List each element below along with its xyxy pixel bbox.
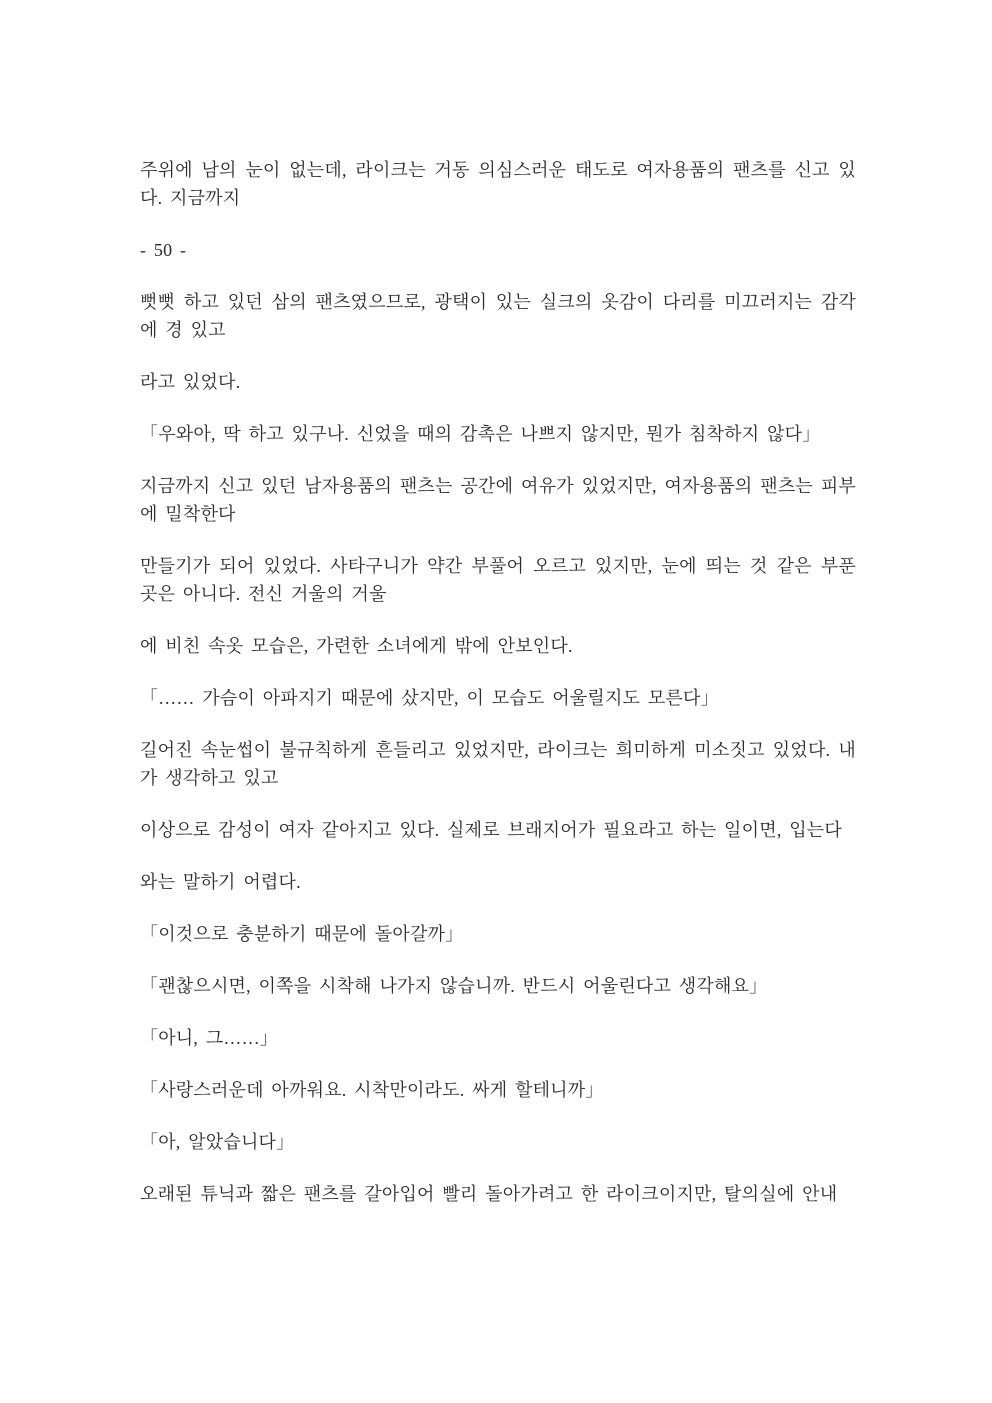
- dialogue-paragraph: 「아니, 그……」: [140, 1028, 278, 1048]
- narration-paragraph: 라고 있었다.: [140, 372, 241, 392]
- dialogue-paragraph: 「아, 알았습니다」: [140, 1132, 295, 1152]
- narration-paragraph: 에 비친 속옷 모습은, 가련한 소녀에게 밖에 안보인다.: [140, 636, 573, 656]
- dialogue-paragraph: 「괜찮으시면, 이쪽을 시착해 나가지 않습니까. 반드시 어울린다고 생각해요」: [140, 976, 768, 996]
- narration-paragraph: 뻣뻣 하고 있던 삼의 팬츠였으므로, 광택이 있는 실크의 옷감이 다리를 미끄러지는 감각에 경 있고: [140, 292, 856, 340]
- page-number-marker: - 50 -: [140, 240, 187, 260]
- narration-paragraph: 지금까지 신고 있던 남자용품의 팬츠는 공간에 여유가 있었지만, 여자용품의 팬츠는 피부에 밀착한다: [140, 476, 856, 524]
- narration-paragraph: 오래된 튜닉과 짧은 팬츠를 갈아입어 빨리 돌아가려고 한 라이크이지만, 탈의실에 안내: [140, 1184, 838, 1204]
- narration-paragraph: 만들기가 되어 있었다. 사타구니가 약간 부풀어 오르고 있지만, 눈에 띄는 것 같은 부푼 곳은 아니다. 전신 거울의 거울: [140, 556, 856, 604]
- dialogue-paragraph: 「우와아, 딱 하고 있구나. 신었을 때의 감촉은 나쁘지 않지만, 뭔가 침착하지 않다」: [140, 424, 821, 444]
- dialogue-paragraph: 「사랑스러운데 아까워요. 시착만이라도. 싸게 할테니까」: [140, 1080, 604, 1100]
- narration-paragraph: 와는 말하기 어렵다.: [140, 872, 301, 892]
- dialogue-paragraph: 「이것으로 충분하기 때문에 돌아갈까」: [140, 924, 464, 944]
- narration-paragraph: 길어진 속눈썹이 불규칙하게 흔들리고 있었지만, 라이크는 희미하게 미소짓고 있었다. 내가 생각하고 있고: [140, 740, 856, 788]
- narration-paragraph: 주위에 남의 눈이 없는데, 라이크는 거동 의심스러운 태도로 여자용품의 팬츠를 신고 있다. 지금까지: [140, 160, 856, 208]
- narration-paragraph: 이상으로 감성이 여자 같아지고 있다. 실제로 브래지어가 필요라고 하는 일이면, 입는다: [140, 820, 842, 840]
- dialogue-paragraph: 「…… 가슴이 아파지기 때문에 샀지만, 이 모습도 어울릴지도 모른다」: [140, 688, 719, 708]
